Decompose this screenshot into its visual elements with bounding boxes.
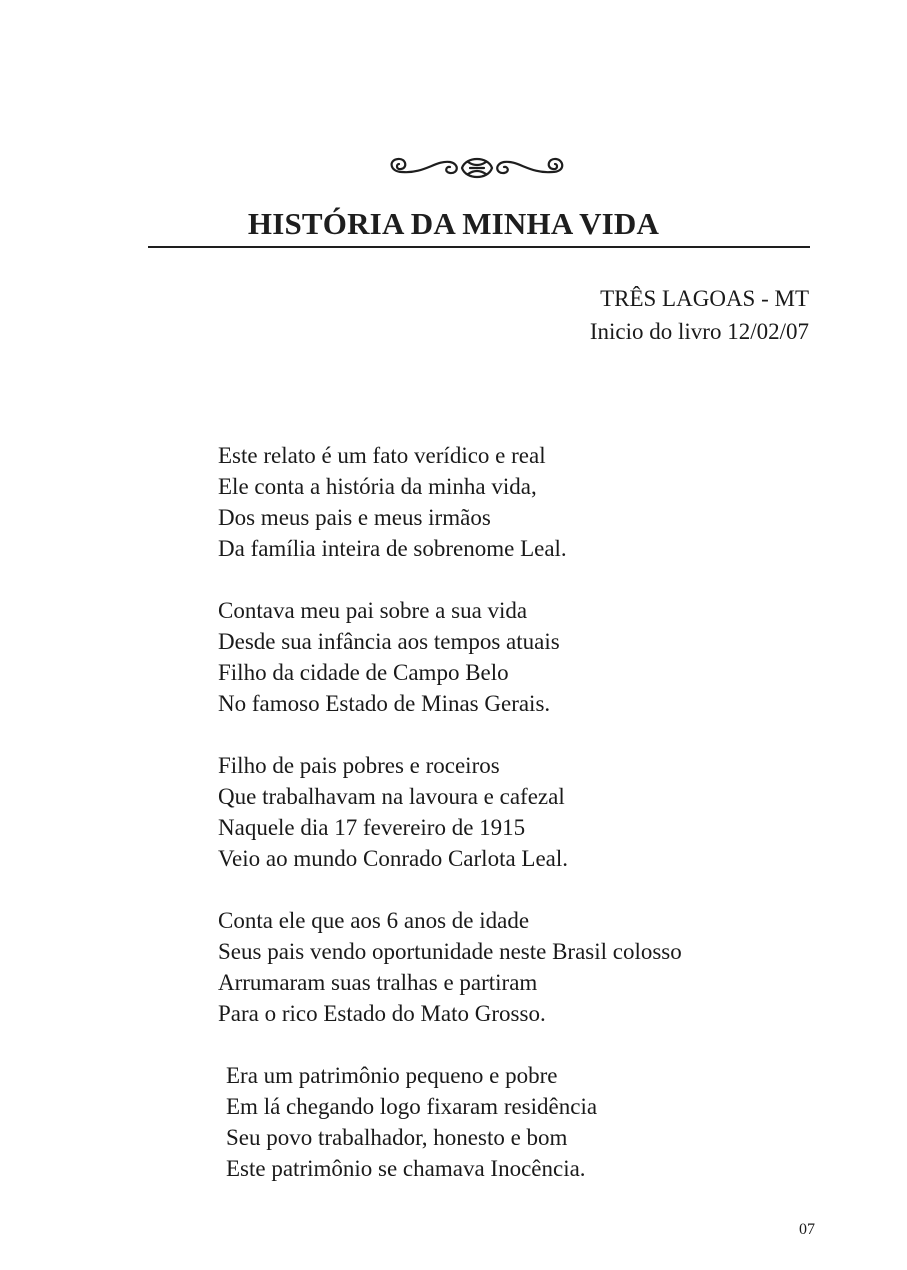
stanza (226, 1060, 682, 1184)
poem-line: Que trabalhavam na lavoura e cafezal (218, 784, 565, 809)
page-title: HISTÓRIA DA MINHA VIDA (247, 206, 660, 241)
poem-line: Conta ele que aos 6 anos de idade (218, 908, 530, 933)
poem-line: Seu povo trabalhador, honesto e bom (226, 1125, 568, 1150)
poem-line: Contava meu pai sobre a sua vida (218, 598, 528, 623)
poem-line: Em lá chegando logo fixaram residência (226, 1094, 598, 1119)
poem-line: Ele conta a história da minha vida, (218, 474, 537, 499)
poem-line: Seus pais vendo oportunidade neste Brasil colosso (218, 939, 682, 964)
poem-line: Este relato é um fato verídico e real (218, 443, 546, 468)
stanza (218, 595, 682, 719)
poem-line: Desde sua infância aos tempos atuais (218, 629, 560, 654)
poem-line: Dos meus pais e meus irmãos (218, 505, 491, 530)
poem-line: Filho de pais pobres e roceiros (218, 753, 500, 778)
poem-line: Este patrimônio se chamava Inocência. (226, 1156, 586, 1181)
location-line: TRÊS LAGOAS - MT (600, 286, 809, 311)
title-divider (148, 246, 810, 248)
poem-body (218, 440, 682, 1215)
poem-line: Era um patrimônio pequeno e pobre (226, 1063, 558, 1088)
poem-line: Naquele dia 17 fevereiro de 1915 (218, 815, 526, 840)
poem-line: Veio ao mundo Conrado Carlota Leal. (218, 846, 569, 871)
poem-line: Da família inteira de sobrenome Leal. (218, 536, 567, 561)
header-meta (590, 282, 809, 348)
start-date-line: Inicio do livro 12/02/07 (589, 319, 809, 344)
poem-line: No famoso Estado de Minas Gerais. (218, 691, 551, 716)
flourish-ornament-icon (384, 150, 570, 190)
poem-line: Filho da cidade de Campo Belo (218, 660, 509, 685)
stanza (218, 905, 682, 1029)
poem-line: Arrumaram suas tralhas e partiram (218, 970, 538, 995)
page-number: 07 (799, 1221, 815, 1238)
stanza (218, 750, 682, 874)
stanza (218, 440, 682, 564)
poem-line: Para o rico Estado do Mato Grosso. (218, 1001, 546, 1026)
